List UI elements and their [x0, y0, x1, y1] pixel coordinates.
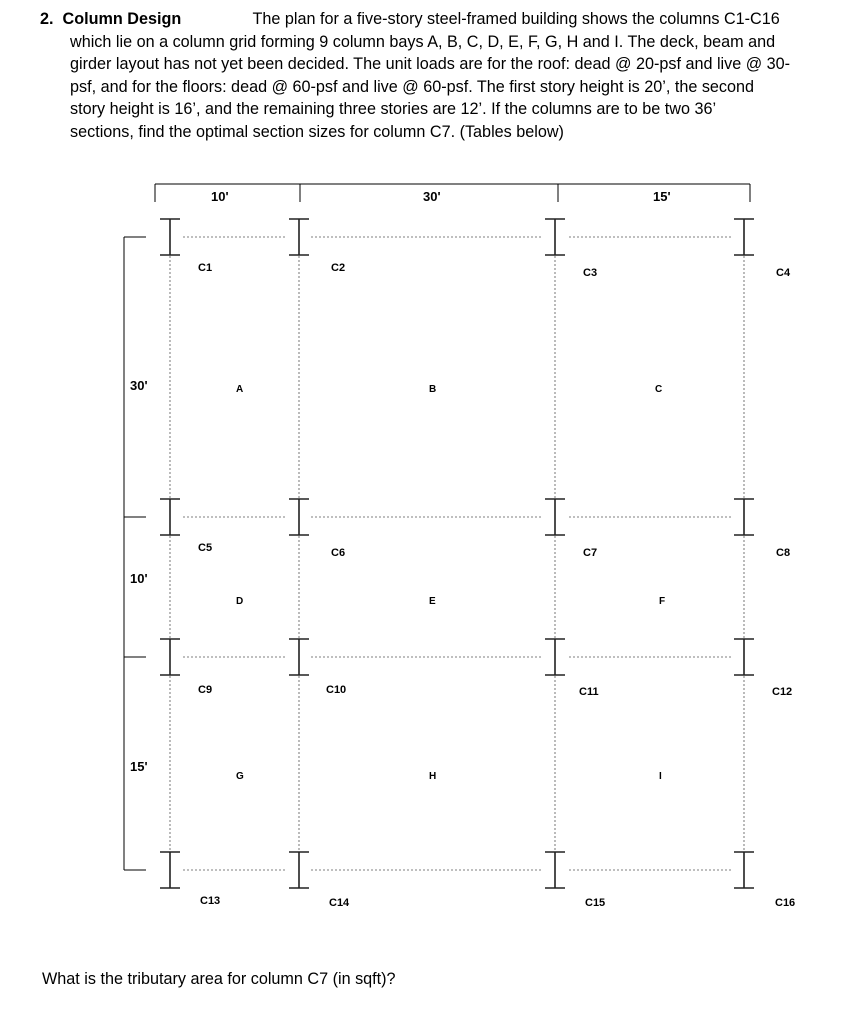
column-c11-symbol [545, 639, 565, 675]
bay-label-c: C [655, 384, 663, 395]
left-dimension-line [124, 237, 146, 870]
bay-label-g: G [236, 771, 244, 782]
column-label-c14: C14 [329, 897, 350, 909]
bay-label-d: D [236, 596, 244, 607]
column-c8-symbol [734, 499, 754, 535]
column-label-c7: C7 [583, 547, 598, 559]
column-label-c6: C6 [331, 547, 346, 559]
column-c4-symbol [734, 219, 754, 255]
problem-line-5: sections, find the optimal section sizes for column C7. (Tables below) [70, 122, 564, 141]
bay-label-e: E [429, 596, 436, 607]
question-text: What is the tributary area for column C7 (in sqft)? [42, 970, 396, 988]
problem-heading: Column Design [62, 10, 182, 28]
top-dim-2: 30' [423, 189, 441, 204]
column-label-c5: C5 [198, 542, 213, 554]
bay-label-a: A [236, 384, 244, 395]
grid-lines [170, 237, 744, 870]
problem-line-0: The plan for a five-story steel-framed building shows the columns C1-C16 [252, 10, 780, 28]
column-label-c4: C4 [776, 267, 791, 279]
column-c9-symbol [160, 639, 180, 675]
column-symbols [160, 219, 754, 888]
column-label-c8: C8 [776, 547, 791, 559]
column-c1-symbol [160, 219, 180, 255]
column-c14-symbol [289, 852, 309, 888]
column-label-c11: C11 [579, 686, 599, 698]
column-label-c1: C1 [198, 262, 213, 274]
bay-label-f: F [659, 596, 666, 607]
column-c2-symbol [289, 219, 309, 255]
left-dim-2: 10' [130, 571, 148, 586]
problem-line-2: girder layout has not yet been decided. The unit loads are for the roof: dead @ 20-psf and live @ 30- [70, 55, 791, 73]
column-label-c12: C12 [772, 686, 793, 698]
bay-label-i: I [659, 771, 662, 782]
column-label-c13: C13 [200, 895, 221, 907]
problem-line-1: which lie on a column grid forming 9 column bays A, B, C, D, E, F, G, H and I. The deck, beam and [70, 32, 776, 51]
column-label-c16: C16 [775, 897, 796, 909]
problem-first-line [40, 8, 840, 31]
column-c10-symbol [289, 639, 309, 675]
column-c15-symbol [545, 852, 565, 888]
problem-line-3: psf, and for the floors: dead @ 60-psf and live @ 60-psf. The first story height is 20’, the second [70, 77, 755, 96]
column-label-c10: C10 [326, 684, 347, 696]
column-label-c9: C9 [198, 684, 213, 696]
column-c12-symbol [734, 639, 754, 675]
column-c5-symbol [160, 499, 180, 535]
top-dim-1: 10' [211, 189, 229, 204]
column-label-c3: C3 [583, 267, 598, 279]
column-label-c2: C2 [331, 262, 346, 274]
bay-label-h: H [429, 771, 437, 782]
left-dim-3: 15' [130, 759, 148, 774]
problem-number: 2. [40, 10, 54, 28]
left-dim-1: 30' [130, 378, 148, 393]
column-label-c15: C15 [585, 897, 606, 909]
column-c3-symbol [545, 219, 565, 255]
top-dim-3: 15' [653, 189, 671, 204]
problem-statement [40, 8, 840, 143]
column-grid-plan [0, 170, 853, 950]
problem-line-4: story height is 16’, and the remaining three stories are 12’. If the columns are to be two 36’ [70, 100, 717, 118]
column-c16-symbol [734, 852, 754, 888]
column-c7-symbol [545, 499, 565, 535]
bay-label-b: B [429, 384, 437, 395]
column-c13-symbol [160, 852, 180, 888]
column-c6-symbol [289, 499, 309, 535]
